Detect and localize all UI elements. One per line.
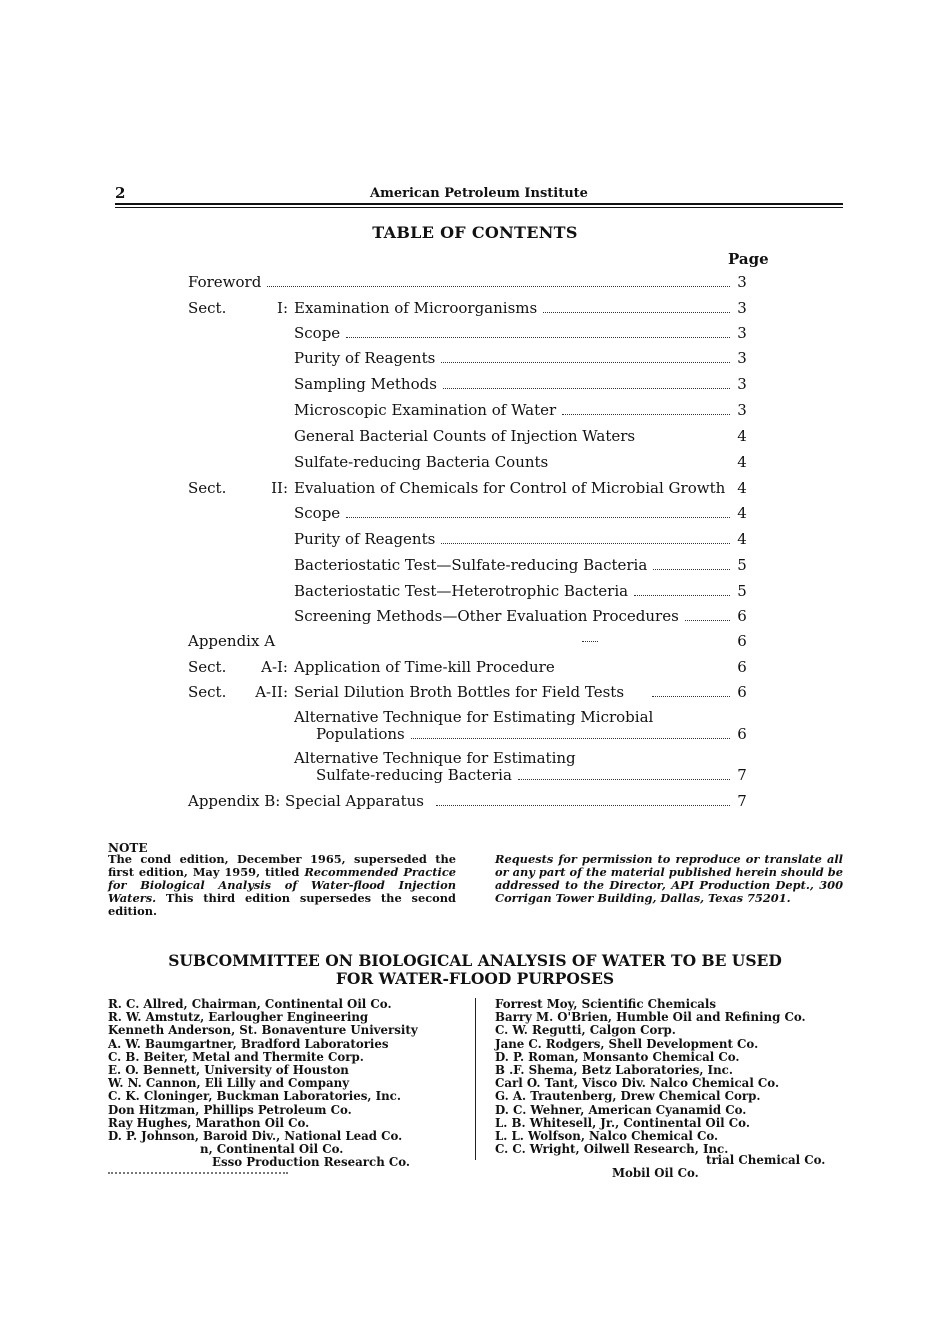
member-name: C. K. Cloninger, Buckman Laboratories, Inc. (108, 1089, 401, 1104)
permission-request-text: Requests for permission to reproduce or translate all or any part of the material published herein should be addressed to the Director, API Production Dept., 300 Corrigan Tower Building, Dallas, Texas 75201. (495, 852, 843, 905)
toc-row-alt-microbial[interactable] (294, 709, 748, 743)
member-name: n, Continental Oil Co. (200, 1142, 344, 1157)
toc-row-purity-of-reagents[interactable] (0, 347, 950, 369)
toc-entry-title: Scope (294, 504, 341, 522)
toc-entry-title: Sulfate-reducing Bacteria Counts (294, 453, 549, 471)
toc-entry-title: Sampling Methods (294, 375, 437, 393)
toc-row-foreword[interactable] (0, 271, 950, 293)
toc-page-number: 5 (737, 556, 747, 574)
member-name: E. O. Bennett, University of Houston (108, 1063, 349, 1078)
toc-page-number: 4 (737, 530, 747, 548)
toc-page-number: 4 (737, 453, 747, 471)
toc-row-general-bacterial-counts[interactable] (0, 425, 950, 447)
toc-entry-title: Foreword (188, 273, 262, 291)
note-text (108, 853, 456, 918)
note-text-part2: This third edition supersedes the second edition. (108, 891, 456, 918)
toc-entry-title-line1: Alternative Technique for Estimating Microbial (294, 708, 654, 726)
member-name: Carl O. Tant, Visco Div. Nalco Chemical Co. (495, 1076, 780, 1091)
member-name: R. C. Allred, Chairman, Continental Oil Co. (108, 997, 392, 1011)
toc-page-number: 7 (737, 792, 747, 810)
member-name: D. C. Wehner, American Cyanamid Co. (495, 1102, 747, 1117)
toc-entry-title-line2: Sulfate-reducing Bacteria (316, 766, 512, 784)
member-name: L. L. Wolfson, Nalco Chemical Co. (495, 1129, 719, 1144)
note-text-part1: The cond edition, December 1965, superseded the first edition, May 1959, titled (108, 852, 456, 879)
section-label: Sect. (188, 658, 227, 676)
toc-entry-title: Serial Dilution Broth Bottles for Field Tests (294, 683, 625, 701)
member-name: W. N. Cannon, Eli Lilly and Company (108, 1076, 350, 1091)
toc-entry-title: Scope (294, 324, 341, 342)
toc-page-number: 3 (737, 375, 747, 393)
toc-row-section-1[interactable] (0, 297, 950, 319)
toc-entry-title: Screening Methods—Other Evaluation Procedures (294, 607, 679, 625)
member-name: Forrest Moy, Scientific Chemicals (495, 997, 717, 1011)
subcommittee-title-line2: FOR WATER-FLOOD PURPOSES (335, 969, 615, 988)
toc-page-number: 6 (737, 658, 747, 676)
toc-page-number: 3 (737, 324, 747, 342)
toc-row-bacteriostatic-sulfate[interactable] (0, 554, 950, 576)
running-title: American Petroleum Institute (370, 186, 588, 201)
member-name: Esso Production Research Co. (212, 1155, 411, 1170)
section-label: Sect. (188, 479, 227, 497)
toc-entry-title: Evaluation of Chemicals for Control of Microbial Growth (294, 479, 726, 497)
toc-row-appendix-a[interactable] (0, 630, 950, 652)
toc-entry-title: General Bacterial Counts of Injection Waters (294, 427, 636, 445)
column-divider (475, 998, 476, 1160)
toc-entry-title: Microscopic Examination of Water (294, 401, 557, 419)
header-rule (115, 203, 843, 205)
toc-entry-title-line2: Populations (316, 725, 405, 743)
toc-row-sulfate-reducing-counts[interactable] (0, 451, 950, 473)
toc-row-section-a1[interactable] (0, 656, 950, 678)
toc-row-bacteriostatic-heterotrophic[interactable] (0, 580, 950, 602)
member-name: R. W. Amstutz, Earlougher Engineering (108, 1010, 369, 1025)
toc-row-microscopic-examination[interactable] (0, 399, 950, 421)
running-header (115, 184, 843, 206)
toc-page-number: 4 (737, 504, 747, 522)
member-name: C. C. Wright, Oilwell Research, Inc. (495, 1142, 729, 1157)
note-label: NOTE (108, 841, 148, 855)
member-name: G. A. Trautenberg, Drew Chemical Corp. (495, 1089, 761, 1104)
toc-entry-title-line1: Alternative Technique for Estimating (294, 749, 576, 767)
member-name: Kenneth Anderson, St. Bonaventure University (108, 1023, 418, 1038)
illegible-text-line (108, 1172, 288, 1178)
section-label: Sect. (188, 683, 227, 701)
member-name-fragment: Mobil Oil Co. (612, 1166, 699, 1180)
toc-row-scope-2[interactable] (0, 502, 950, 524)
toc-entry-title: Appendix A (188, 632, 276, 650)
toc-entry-title: Bacteriostatic Test—Sulfate-reducing Bacteria (294, 556, 648, 574)
toc-page-number: 3 (737, 273, 747, 291)
section-label: Sect. (188, 299, 227, 317)
toc-page-number: 4 (737, 427, 747, 445)
member-name: B .F. Shema, Betz Laboratories, Inc. (495, 1063, 733, 1078)
section-numeral: II: (271, 479, 288, 497)
subcommittee-title (150, 952, 800, 988)
toc-page-number: 6 (737, 683, 747, 701)
member-name: Ray Hughes, Marathon Oil Co. (108, 1115, 310, 1130)
page-number: 2 (115, 184, 126, 202)
toc-row-section-2[interactable] (0, 477, 950, 499)
member-name: C. W. Regutti, Calgon Corp. (495, 1023, 676, 1038)
subcommittee-title-line1: SUBCOMMITTEE ON BIOLOGICAL ANALYSIS OF WATER TO BE USED (168, 951, 782, 970)
toc-row-screening-methods[interactable] (0, 605, 950, 627)
toc-page-number: 6 (737, 632, 747, 650)
toc-page-number: 7 (737, 766, 747, 784)
members-right-column (495, 998, 806, 1156)
toc-title: TABLE OF CONTENTS (372, 223, 578, 242)
toc-entry-title: Purity of Reagents (294, 530, 436, 548)
toc-row-scope[interactable] (0, 322, 950, 344)
member-name: C. B. Beiter, Metal and Thermite Corp. (108, 1049, 364, 1064)
member-name: L. B. Whitesell, Jr., Continental Oil Co. (495, 1115, 750, 1130)
toc-page-number: 5 (737, 582, 747, 600)
members-left-column (108, 998, 418, 1170)
section-numeral: A-I: (261, 658, 288, 676)
member-name: A. W. Baumgartner, Bradford Laboratories (108, 1036, 389, 1051)
note-text-italic: Recommended Practice for Biological Analysis of Water-flood Injection Waters. (108, 865, 457, 905)
toc-entry-title: Appendix B: Special Apparatus (188, 792, 424, 810)
page-column-label: Page (728, 250, 769, 268)
member-name: D. P. Johnson, Baroid Div., National Lead Co. (108, 1129, 403, 1144)
member-name: D. P. Roman, Monsanto Chemical Co. (495, 1049, 740, 1064)
member-name-fragment: trial Chemical Co. (706, 1153, 826, 1167)
toc-entry-title: Purity of Reagents (294, 349, 436, 367)
header-rule-thin (115, 207, 843, 208)
member-name: Barry M. O'Brien, Humble Oil and Refining Co. (495, 1010, 806, 1025)
toc-entry-title: Bacteriostatic Test—Heterotrophic Bacteria (294, 582, 629, 600)
toc-page-number: 3 (737, 401, 747, 419)
toc-row-alt-sulfate[interactable] (294, 750, 748, 784)
toc-page-number: 3 (737, 349, 747, 367)
section-numeral: I: (277, 299, 288, 317)
toc-row-section-a2[interactable] (0, 681, 950, 703)
toc-page-number: 3 (737, 299, 747, 317)
section-numeral: A-II: (255, 683, 288, 701)
toc-page-number: 4 (737, 479, 747, 497)
toc-entry-title: Examination of Microorganisms (294, 299, 538, 317)
toc-entry-title: Application of Time-kill Procedure (294, 658, 555, 676)
toc-page-number: 6 (737, 607, 747, 625)
member-name: Don Hitzman, Phillips Petroleum Co. (108, 1102, 352, 1117)
member-name: Jane C. Rodgers, Shell Development Co. (495, 1036, 759, 1051)
toc-row-sampling-methods[interactable] (0, 373, 950, 395)
toc-row-purity-of-reagents-2[interactable] (0, 528, 950, 550)
toc-row-appendix-b[interactable] (0, 790, 950, 812)
toc-page-number: 6 (737, 725, 747, 743)
